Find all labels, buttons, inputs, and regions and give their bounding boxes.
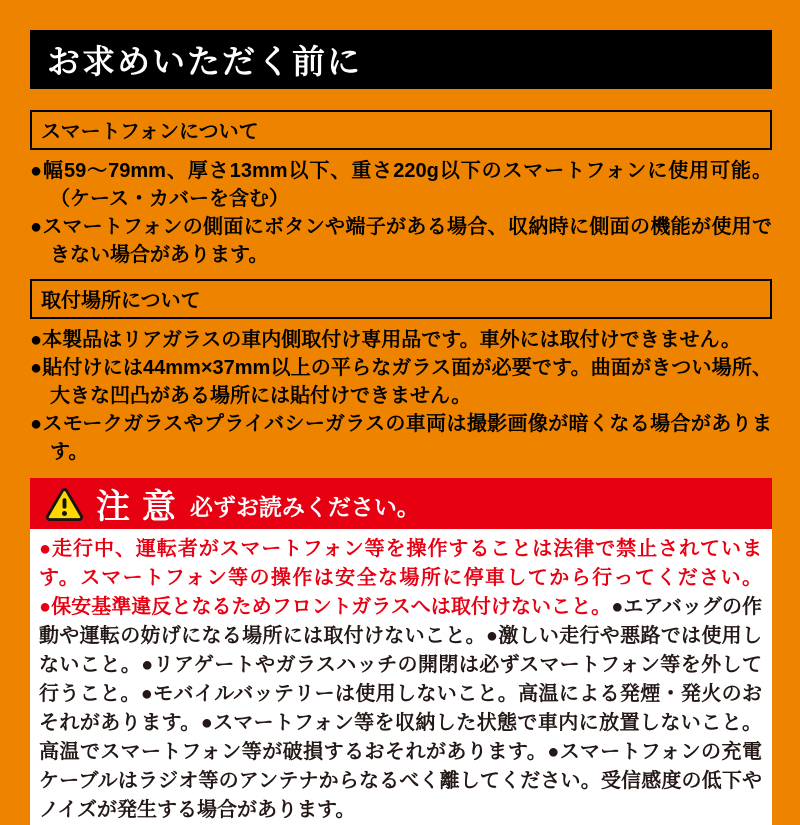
bullet-item: ●本製品はリアガラスの車内側取付け専用品です。車外には取付けできません。 <box>30 329 741 351</box>
bullet-item: ●スモークガラスやプライバシーガラスの車両は撮影画像が暗くなる場合があります。 <box>30 413 772 463</box>
warning-text-red: ●保安基準違反となるためフロントガラスへは取付けないこと。 <box>39 596 612 618</box>
warning-triangle-icon <box>46 487 83 521</box>
bullet-item: ●貼付けには44mm×37mm以上の平らなガラス面が必要です。曲面がきつい場所、大きな凹凸がある場所には貼付けできません。 <box>30 357 772 407</box>
warning-subtitle: 必ずお読みください。 <box>189 494 420 520</box>
section-header-smartphone: スマートフォンについて <box>30 110 772 150</box>
warning-block <box>30 478 772 825</box>
bullet-item: ●幅59～79mm、厚さ13mm以下、重さ220g以下のスマートフォンに使用可能。（ケース・カバーを含む） <box>30 160 772 210</box>
section-mounting-location <box>30 279 772 466</box>
section-smartphone <box>30 110 772 269</box>
page-title: お求めいただく前に <box>47 43 362 80</box>
section-header-mounting-location: 取付場所について <box>30 279 772 319</box>
page-title-bar <box>30 30 772 89</box>
warning-text-black: ●エアバッグの作動や運転の妨げになる場所には取付けないこと。●激しい走行や悪路では使用しないこと。●リアゲートやガラスハッチの開閉は必ずスマートフォン等を外して行うこと。●モバイルバッテリーは使用しないこと。高温による発煙・発火のおそれがあります。●スマートフォン等を収納した状態で車内に放置しないこと。高温でスマートフォン等が破損するおそれがあります。●スマートフォンの充電ケーブルはラジオ等のアンテナからなるべく離してください。受信感度の低下やノイズが発生する場合があります。 <box>39 596 762 821</box>
section-smartphone-bullets <box>30 157 772 269</box>
section-mounting-location-bullets <box>30 326 772 466</box>
warning-paragraph-cautions <box>39 593 762 825</box>
warning-title: 注意 <box>96 488 188 526</box>
warning-header <box>30 478 772 529</box>
warning-paragraph-legal: ●走行中、運転者がスマートフォン等を操作することは法律で禁止されています。スマートフォン等の操作は安全な場所に停車してから行ってください。 <box>39 538 762 589</box>
bullet-item: ●スマートフォンの側面にボタンや端子がある場合、収納時に側面の機能が使用できない場合があります。 <box>30 216 772 266</box>
warning-body <box>30 529 772 825</box>
